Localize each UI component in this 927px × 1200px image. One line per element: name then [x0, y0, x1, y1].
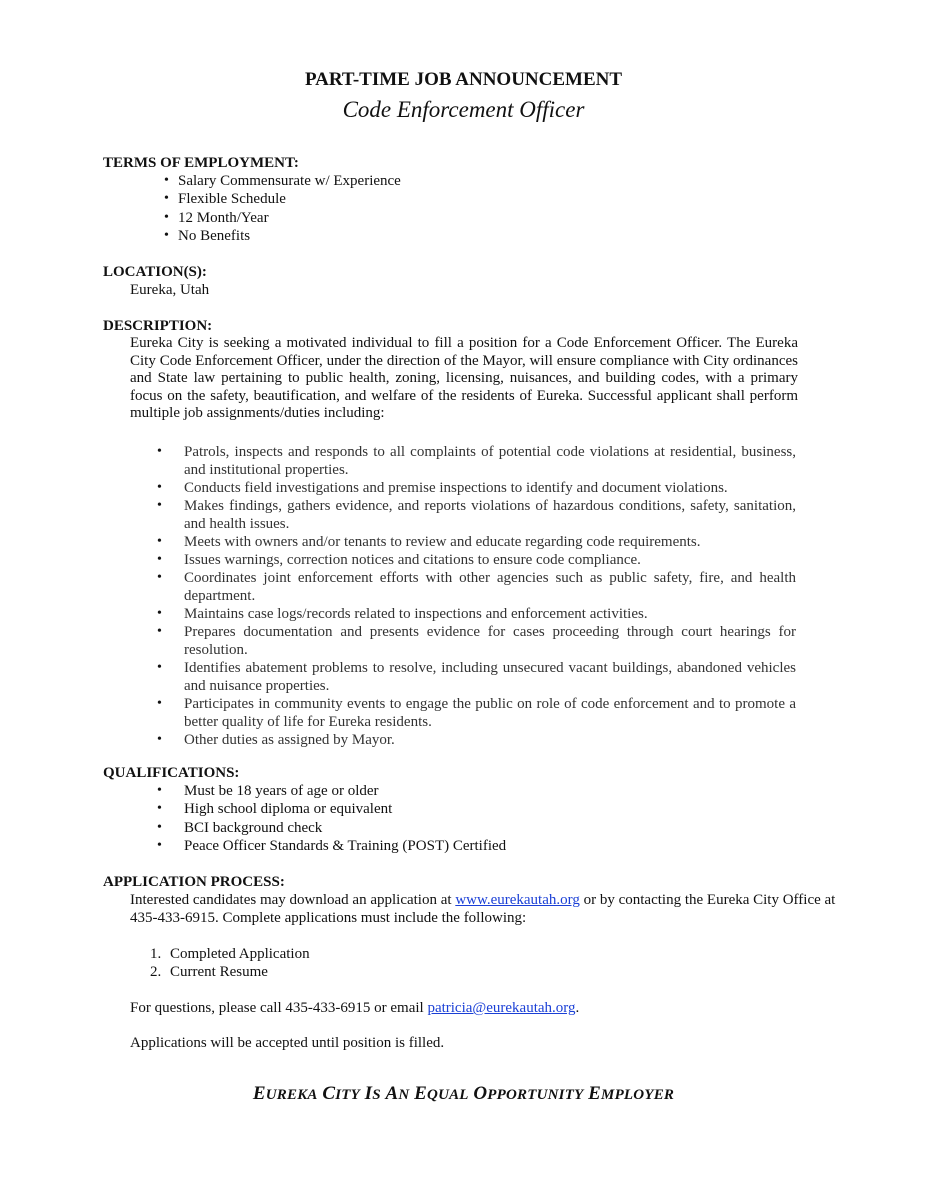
duty-item: • Maintains case logs/records related to inspections and enforcement activities.	[103, 605, 796, 623]
questions-text: .	[575, 1000, 580, 1016]
application-steps	[103, 945, 848, 981]
duty-item: • Makes findings, gathers evidence, and reports violations of hazardous conditions, safety, sanitation, and health issues.	[103, 497, 796, 533]
application-step	[103, 963, 848, 981]
application-intro	[103, 891, 842, 927]
duty-item: • Coordinates joint enforcement efforts with other agencies such as public safety, fire, and health department.	[103, 569, 796, 605]
page-subtitle: Code Enforcement Officer	[342, 97, 585, 122]
application-intro-text: Interested candidates may download an application at	[130, 892, 456, 908]
application-intro-text: or by contacting the Eureka City Office at 435-433-6915. Complete applications must include the following:	[130, 892, 836, 926]
step-number: 2.	[150, 964, 162, 980]
qualifications-heading: QUALIFICATIONS:	[103, 765, 240, 781]
qualifications-list	[103, 782, 843, 856]
email-link[interactable]: patricia@eurekautah.org	[427, 1000, 576, 1016]
terms-item: • No Benefits	[103, 227, 843, 245]
description-section	[103, 317, 843, 749]
application-section	[103, 873, 848, 1052]
application-step	[103, 945, 848, 963]
duty-item: • Patrols, inspects and responds to all complaints of potential code violations at residential, business, and institutional properties.	[103, 443, 796, 479]
qualification-item: • Must be 18 years of age or older	[103, 782, 843, 800]
description-heading: DESCRIPTION:	[103, 318, 213, 334]
qualification-item: • Peace Officer Standards & Training (POST) Certified	[103, 837, 843, 855]
terms-heading: TERMS OF EMPLOYMENT:	[103, 155, 299, 171]
deadline-text: Applications will be accepted until position is filled.	[130, 1035, 445, 1051]
page-title: PART-TIME JOB ANNOUNCEMENT	[304, 69, 623, 90]
terms-item: • Salary Commensurate w/ Experience	[103, 172, 843, 190]
duty-item: • Participates in community events to engage the public on role of code enforcement and to promote a better quality of life for Eureka residents.	[103, 695, 796, 731]
questions-line	[103, 999, 848, 1017]
terms-item: • 12 Month/Year	[103, 209, 843, 227]
qualification-item: • High school diploma or equivalent	[103, 800, 843, 818]
duty-item: • Conducts field investigations and premise inspections to identify and document violations.	[103, 479, 796, 497]
terms-item: • Flexible Schedule	[103, 190, 843, 208]
website-link[interactable]: www.eurekautah.org	[455, 892, 580, 908]
duty-item: • Meets with owners and/or tenants to review and educate regarding code requirements.	[103, 533, 796, 551]
location-heading: LOCATION(S):	[103, 264, 207, 280]
equal-opportunity-footer	[0, 1082, 927, 1106]
description-text: Eureka City is seeking a motivated individual to fill a position for a Code Enforcement Officer. The Eureka City Code Enforcement Officer, under the direction of the Mayor, will ensure compliance with City ordinances and State law pertaining to public health, zoning, licensing, nuisances, and building codes, with a primary focus on the safety, beautification, and welfare of the residents of Eureka. Successful applicant shall perform multiple job assignments/duties including:	[130, 335, 798, 422]
terms-list	[103, 172, 843, 246]
terms-section	[103, 154, 843, 246]
duty-item: • Prepares documentation and presents evidence for cases proceeding through court hearings for resolution.	[103, 623, 796, 659]
qualification-item: • BCI background check	[103, 819, 843, 837]
duty-item: • Identifies abatement problems to resolve, including unsecured vacant buildings, abandoned vehicles and nuisance properties.	[103, 659, 796, 695]
duty-item: • Issues warnings, correction notices and citations to ensure code compliance.	[103, 551, 796, 569]
qualifications-section	[103, 764, 843, 856]
duties-list	[103, 443, 796, 749]
step-number: 1.	[150, 946, 162, 962]
location-value: Eureka, Utah	[130, 282, 210, 298]
location-section	[103, 263, 843, 299]
duty-item: • Other duties as assigned by Mayor.	[103, 731, 796, 749]
questions-text: For questions, please call 435-433-6915 or email	[130, 1000, 428, 1016]
footer-text: EUREKA CITY IS AN EQUAL OPPORTUNITY EMPLOYER	[252, 1083, 675, 1104]
application-heading: APPLICATION PROCESS:	[103, 874, 285, 890]
step-label: Current Resume	[170, 964, 268, 980]
step-label: Completed Application	[170, 946, 310, 962]
